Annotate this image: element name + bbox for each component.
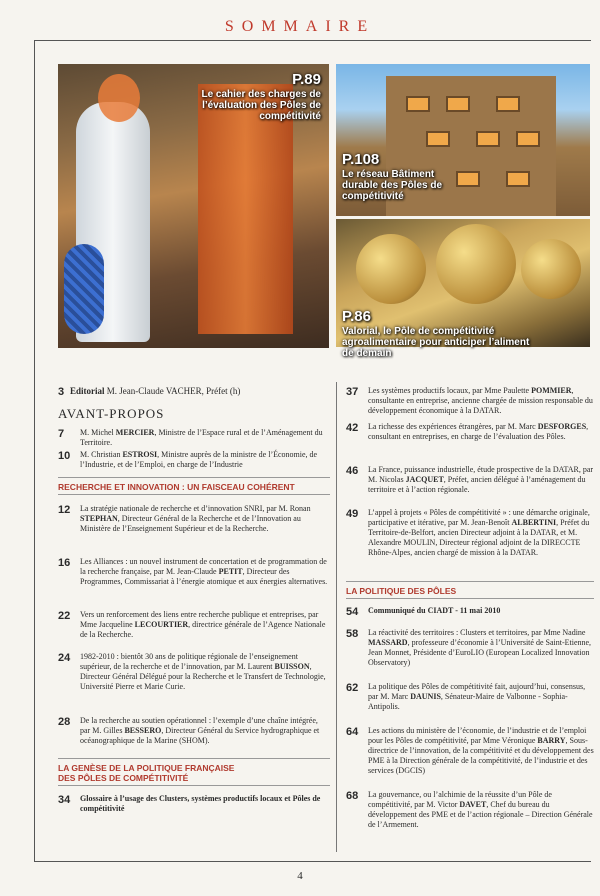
photo-agrofood-tanks[interactable] [336,219,590,360]
photo-lab-technician[interactable] [58,64,329,348]
section-heading-recherche: RECHERCHE ET INNOVATION : UN FAISCEAU COHÉRENT [58,482,295,492]
blue-hose-graphic [64,244,104,334]
section-heading-politique: LA POLITIQUE DES PÔLES [346,586,457,596]
entry-page-number: 42 [346,422,359,434]
photo-caption [342,152,462,202]
section-rule [58,494,330,495]
section-rule [346,581,594,582]
entry-page-number: 68 [346,790,359,802]
entry-page-number: 22 [58,610,71,622]
visor-graphic [98,74,140,122]
entry-page-number: 3 [58,386,65,398]
photo-caption-text: Le cahier des charges de l’évaluation des Pôles de compétitivité [201,88,321,123]
entry-page-number: 28 [58,716,71,728]
photo-page-number: P.86 [342,308,371,325]
entry-page-number: 64 [346,726,359,738]
entry-page-number: 54 [346,606,359,618]
photo-building[interactable] [336,64,590,216]
tank-graphic [521,239,581,299]
entry-page-number: 62 [346,682,359,694]
entry-page-number: 37 [346,386,359,398]
page-title: SOMMAIRE [224,18,376,35]
entry-page-number: 12 [58,504,71,516]
photo-caption [342,309,542,359]
entry-page-number: 49 [346,508,359,520]
editorial-label: Editorial [70,386,105,396]
entry-page-number: 58 [346,628,359,640]
tank-graphic [436,224,516,304]
entry-page-number: 34 [58,794,71,806]
entry-page-number: 16 [58,557,71,569]
tank-graphic [356,234,426,304]
avant-propos-heading: AVANT-PROPOS [58,406,165,421]
editorial-author: M. Jean-Claude VACHER, Préfet (h) [106,386,241,396]
column-divider [336,382,337,852]
section-rule [58,785,330,786]
section-rule [346,598,594,599]
entry-page-number: 24 [58,652,71,664]
section-heading-genese: LA GENÈSE DE LA POLITIQUE FRANÇAISE DES PÔLES DE COMPÉTITIVITÉ [58,763,235,784]
photo-caption-text: Le réseau Bâtiment durable des Pôles de compétitivité [342,168,443,203]
page-number: 4 [297,870,303,882]
photo-page-number: P.108 [342,151,380,168]
section-rule [58,477,330,478]
photo-caption [171,72,321,122]
entry-page-number: 10 [58,450,71,462]
entry-page-number: 7 [58,428,65,440]
photo-page-number: P.89 [292,71,321,88]
section-rule [58,758,330,759]
entry-page-number: 46 [346,465,359,477]
photo-caption-text: Valorial, le Pôle de compétitivité agroalimentaire pour anticiper l’aliment de demain [342,325,530,360]
